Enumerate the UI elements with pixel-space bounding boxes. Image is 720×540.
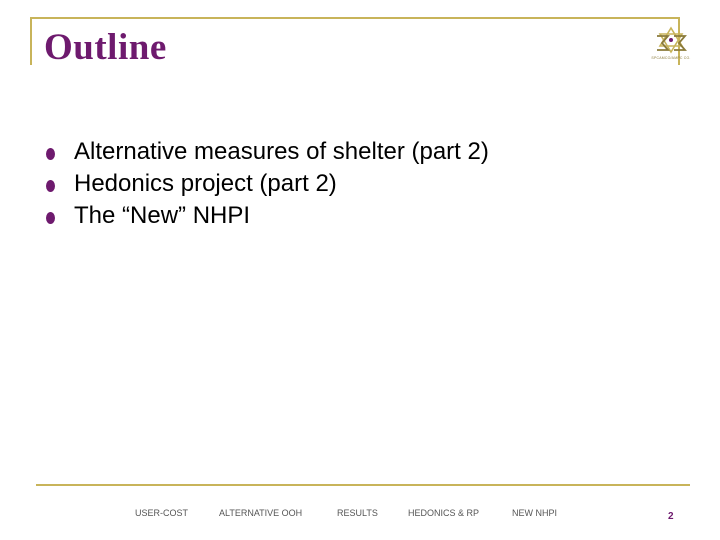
bullet-text: Alternative measures of shelter (part 2) bbox=[74, 138, 489, 165]
nav-link-new-nhpi[interactable]: NEW NHPI bbox=[512, 508, 557, 518]
nav-link-hedonics-rp[interactable]: HEDONICS & RP bbox=[408, 508, 480, 518]
footer-rule bbox=[36, 484, 690, 486]
bullet-dot-icon bbox=[46, 212, 55, 224]
bullet-dot-icon bbox=[46, 148, 55, 160]
footer-nav bbox=[0, 508, 720, 522]
bullet-text: The “New” NHPI bbox=[74, 202, 251, 229]
title-frame-top-rule bbox=[30, 17, 680, 19]
slide-title: Outline bbox=[44, 27, 167, 68]
page-number: 2 bbox=[668, 511, 674, 522]
nav-link-results[interactable]: RESULTS bbox=[337, 508, 378, 518]
title-frame-left-rule bbox=[30, 17, 32, 65]
nav-link-user-cost[interactable]: USER-COST bbox=[135, 508, 189, 518]
bullet-dot-icon bbox=[46, 180, 55, 192]
logo-caption: SPCAMCO/AMPC CO. bbox=[651, 56, 691, 60]
bullet-text: Hedonics project (part 2) bbox=[74, 170, 337, 197]
nav-link-alternative-ooh[interactable]: ALTERNATIVE OOH bbox=[219, 508, 303, 518]
